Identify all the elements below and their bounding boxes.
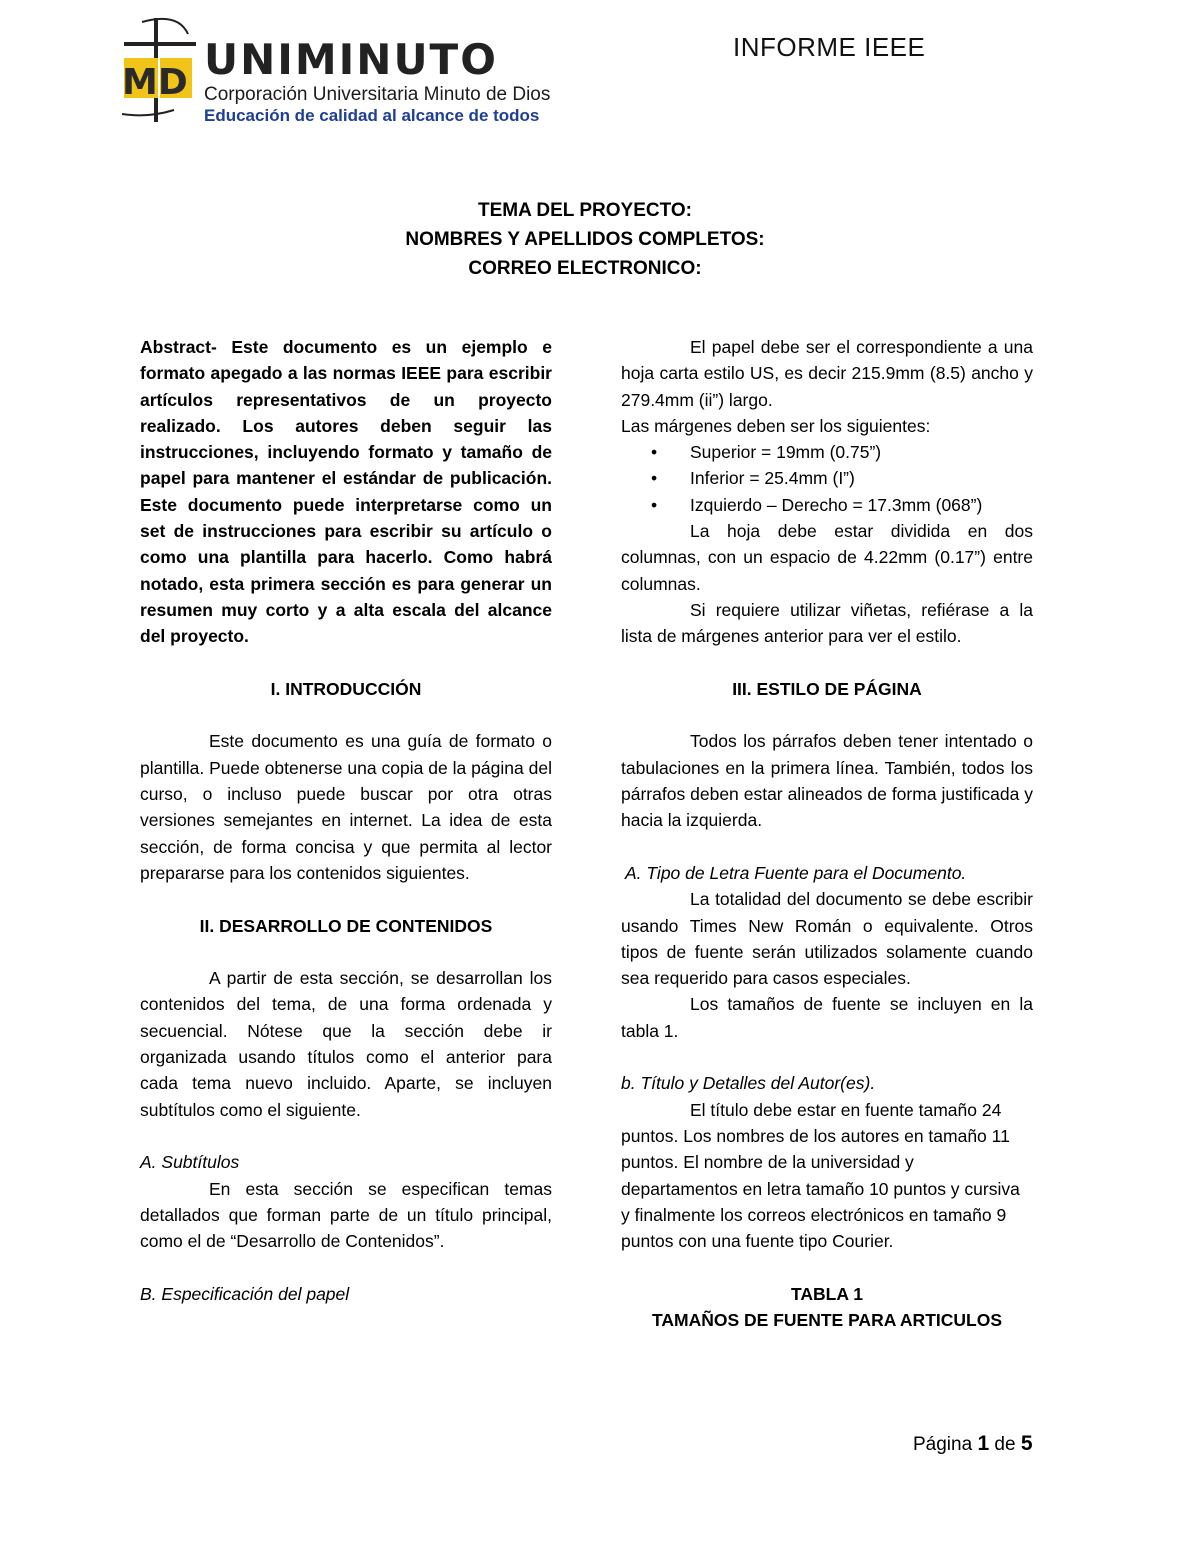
- subheading-paper-spec: B. Especificación del papel: [140, 1283, 350, 1304]
- email-label: CORREO ELECTRONICO:: [468, 258, 702, 279]
- margins-intro: Las márgenes deben ser los siguientes:: [621, 415, 931, 436]
- university-logo: [118, 14, 558, 126]
- author-names-label: NOMBRES Y APELLIDOS COMPLETOS:: [405, 229, 765, 250]
- section-heading-page-style: III. ESTILO DE PÁGINA: [732, 678, 922, 699]
- table-label: TABLA 1: [791, 1283, 863, 1304]
- title-authors-paragraph: El título debe estar en fuente tamaño 24 puntos. Los nombres de los autores en tamaño 11 puntos. El nombre de la universidad y departamentos en letra tamaño 10 puntos y cursiva y finalmente los correos electrónicos en tamaño 9 puntos con una fuente tipo Courier.: [621, 1099, 1020, 1252]
- bullets-paragraph: Si requiere utilizar viñetas, refiérase a la lista de márgenes anterior para ver el estilo.: [621, 599, 1033, 647]
- list-item: • Superior = 19mm (0.75”): [621, 439, 1033, 465]
- font-type-paragraph: La totalidad del documento se debe escribir usando Times New Román o equivalente. Otros tipos de fuente serán utilizados solamente cuando sea requerido para casos especiales.: [621, 889, 1033, 989]
- list-item: • Inferior = 25.4mm (I”): [621, 465, 1033, 491]
- list-item: • Izquierdo – Derecho = 17.3mm (068”): [621, 492, 1033, 518]
- page-number-footer: [913, 1432, 1033, 1456]
- abstract-paragraph: Abstract- Este documento es un ejemplo e formato apegado a las normas IEEE para escribir artículos representativos de un proyecto realizado. Los autores deben seguir las instrucciones, incluyendo formato y tamaño de papel para mantener el estándar de publicación. Este documento puede interpretarse como un set de instrucciones para escribir su artículo o como una plantilla para hacerlo. Como habrá notado, esta primera sección es para generar un resumen muy corto y a alta escala del alcance del proyecto.: [140, 337, 552, 647]
- columns-paragraph: La hoja debe estar dividida en dos columnas, con un espacio de 4.22mm (0.17”) entre columnas.: [621, 521, 1033, 594]
- margins-list: [621, 439, 1033, 518]
- development-paragraph: A partir de esta sección, se desarrollan los contenidos del tema, de una forma ordenada y secuencial. Nótese que la sección debe ir organizada usando títulos como el anterior para cada tema nuevo incluido. Aparte, se incluyen subtítulos como el siguiente.: [140, 968, 552, 1120]
- font-sizes-paragraph: Los tamaños de fuente se incluyen en la tabla 1.: [621, 994, 1033, 1041]
- subtitles-paragraph: En esta sección se especifican temas detallados que forman parte de un título principal, como el de “Desarrollo de Contenidos”.: [140, 1178, 552, 1252]
- project-topic-label: TEMA DEL PROYECTO:: [478, 200, 692, 221]
- right-column: [621, 334, 1033, 1333]
- left-column: [140, 334, 552, 1307]
- table-title: TAMAÑOS DE FUENTE PARA ARTICULOS: [652, 1309, 1002, 1330]
- of-word: de: [994, 1434, 1016, 1455]
- page-style-paragraph: Todos los párrafos deben tener intentado o tabulaciones en la primera línea. También, todos los párrafos deben estar alineados de forma justificada y hacia la izquierda.: [621, 731, 1033, 831]
- bullet-icon: •: [651, 468, 658, 489]
- md-cross-logo-icon: [118, 14, 208, 126]
- report-label: INFORME IEEE: [733, 32, 926, 62]
- page-word: Página: [913, 1434, 973, 1455]
- current-page-number: 1: [977, 1432, 990, 1455]
- paper-paragraph: El papel debe ser el correspondiente a una hoja carta estilo US, es decir 215.9mm (8.5) ancho y 279.4mm (ii”) largo.: [621, 337, 1033, 410]
- logo-tagline: Educación de calidad al alcance de todos: [204, 106, 540, 125]
- title-block: [200, 196, 970, 283]
- subheading-subtitles: A. Subtítulos: [140, 1152, 240, 1173]
- svg-text:MD: MD: [122, 62, 188, 103]
- introduction-paragraph: Este documento es una guía de formato o plantilla. Puede obtenerse una copia de la página del curso, o incluso puede buscar por otra otras versiones semejantes en internet. La idea de esta sección, de forma concisa y que permita al lector prepararse para los contenidos siguientes.: [140, 731, 552, 883]
- subheading-title-authors: b. Título y Detalles del Autor(es).: [621, 1073, 876, 1094]
- bullet-icon: •: [651, 442, 658, 463]
- logo-corporation: Corporación Universitaria Minuto de Dios: [204, 84, 551, 105]
- subheading-font-type: A. Tipo de Letra Fuente para el Documento.: [625, 862, 967, 883]
- logo-name: UNIMINUTO: [204, 35, 498, 84]
- total-pages-number: 5: [1020, 1432, 1033, 1455]
- section-heading-development: II. DESARROLLO DE CONTENIDOS: [199, 915, 493, 936]
- bullet-icon: •: [651, 494, 658, 515]
- section-heading-introduction: I. INTRODUCCIÓN: [270, 678, 422, 699]
